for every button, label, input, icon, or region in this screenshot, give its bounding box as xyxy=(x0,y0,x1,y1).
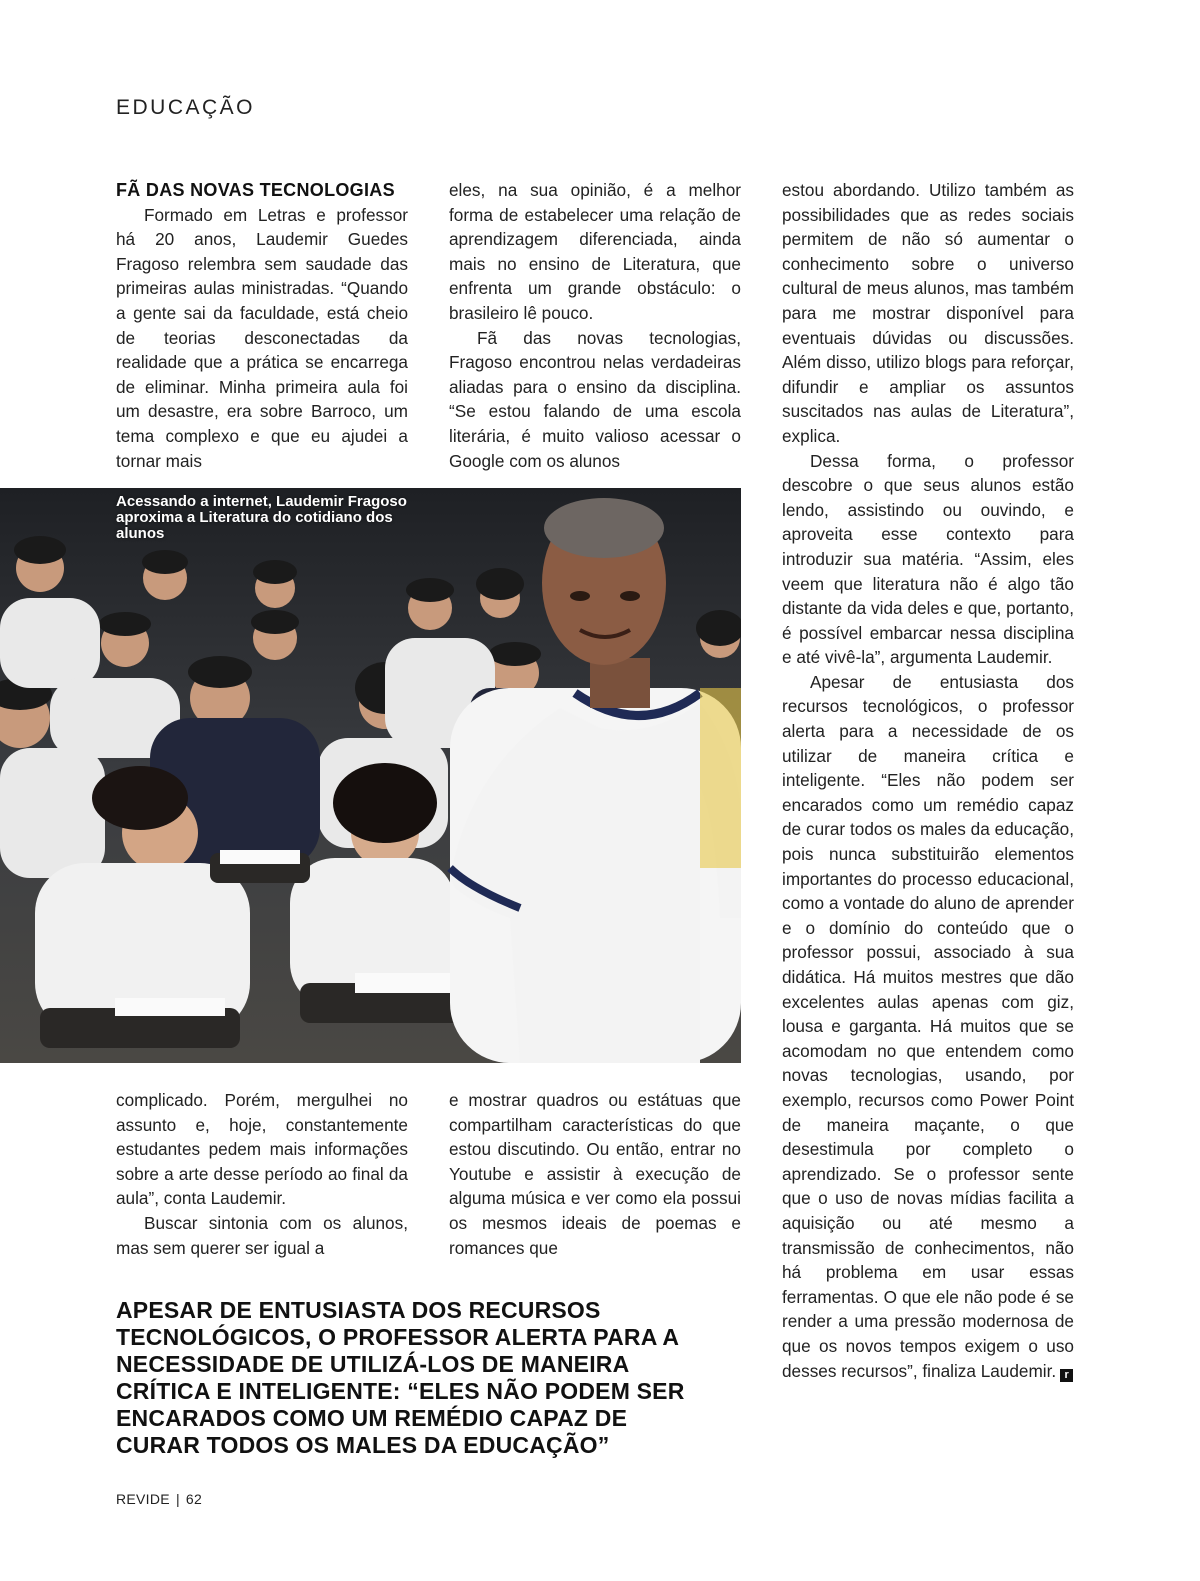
column-3 xyxy=(782,178,1074,1383)
paragraph: Formado em Letras e professor há 20 anos, Laudemir Guedes Fragoso relembra sem saudade das primeiras aulas ministradas. “Quando a gente sai da faculdade, está cheio de teorias desconectadas da realidade que a prática se encarrega de eliminar. Minha primeira aula foi um desastre, era sobre Barroco, um tema complexo e que eu ajudei a tornar mais xyxy=(116,204,408,471)
column-1-bottom xyxy=(116,1088,408,1260)
column-2-bottom xyxy=(449,1088,741,1260)
paragraph: Dessa forma, o professor descobre o que seus alunos estão lendo, assistindo ou ouvindo, e aproveita esse contexto para introduzir sua matéria. “Assim, eles veem que literatura não é algo tão distante da vida deles e que, portanto, é possível embarcar nessa disciplina e até vivê-la”, argumenta Laudemir. xyxy=(782,450,1074,668)
pull-quote: APESAR DE ENTUSIASTA DOS RECURSOS TECNOLÓGICOS, O PROFESSOR ALERTA PARA A NECESSIDADE DE UTILIZÁ-LOS DE MANEIRA CRÍTICA E INTELIGENTE: “ELES NÃO PODEM SER ENCARADOS COMO UM REMÉDIO CAPAZ DE CURAR TODOS OS MALES DA EDUCAÇÃO” xyxy=(116,1297,685,1458)
paragraph: Fã das novas tecnologias, Fragoso encontrou nelas verdadeiras aliadas para o ensino da disciplina. “Se estou falando de uma escola literária, é muito valioso acessar o Google com os alunos xyxy=(449,327,741,471)
section-label: EDUCAÇÃO xyxy=(116,96,256,119)
subheading: FÃ DAS NOVAS TECNOLOGIAS xyxy=(116,180,395,200)
end-of-article-mark: r xyxy=(1060,1369,1073,1382)
page-footer xyxy=(116,1491,202,1507)
paragraph: complicado. Porém, mergulhei no assunto e, hoje, constantemente estudantes pedem mais informações sobre a arte desse período ao final da aula”, conta Laudemir. xyxy=(116,1090,408,1209)
paragraph: e mostrar quadros ou estátuas que compartilham características do que estou discutindo. Ou então, entrar no Youtube e assistir à execução de alguma música e ver como ela possui os mesmos ideais de poemas e romances que xyxy=(449,1090,741,1258)
column-2-top xyxy=(449,178,741,473)
magazine-name: REVIDE xyxy=(116,1491,170,1507)
classroom-illustration xyxy=(0,488,741,1063)
column-1-top xyxy=(116,178,408,473)
paragraph: Buscar sintonia com os alunos, mas sem querer ser igual a xyxy=(116,1212,408,1258)
paragraph: eles, na sua opinião, é a melhor forma de estabelecer uma relação de aprendizagem diferenciada, ainda mais no ensino de Literatura, que enfrenta um grande obstáculo: o brasileiro lê pouco. xyxy=(449,180,741,323)
footer-separator: | xyxy=(175,1491,180,1507)
page-number: 62 xyxy=(185,1491,203,1507)
paragraph-text: Apesar de entusiasta dos recursos tecnológicos, o professor alerta para a necessidade de os utilizar de maneira crítica e inteligente. “Eles não podem ser encarados como um remédio capaz de curar todos os males da educação, pois nunca substituirão elementos importantes do processo educacional, como a vontade do aluno de aprender e o domínio do conteúdo que o professor possui, associado à sua didática. Há muitos mestres que dão excelentes aulas apenas com giz, lousa e garganta. Há muitos que se acomodam no que entendem como novas tecnologias, usando, por exemplo, recursos como Power Point de maneira maçante, o que desestimula por completo o aprendizado. Se o professor sente que o uso de novas mídias facilita a aquisição ou até mesmo a transmissão de conhecimentos, não há problema em usar essas ferramentas. O que ele não pode é se render a uma pressão modernosa de que os novos tempos exigem o uso desses recursos”, finaliza Laudemir. xyxy=(782,671,1074,1381)
paragraph: estou abordando. Utilizo também as possibilidades que as redes sociais permitem de não só aumentar o conhecimento sobre o universo cultural de meus alunos, mas também para me mostrar disponível para eventuais dúvidas ou discussões. Além disso, utilizo blogs para reforçar, difundir e ampliar os assuntos suscitados nas aulas de Literatura”, explica. xyxy=(782,180,1074,446)
photo-caption: Acessando a internet, Laudemir Fragoso aproxima a Literatura do cotidiano dos alunos xyxy=(116,493,407,542)
classroom-photo xyxy=(0,488,741,1063)
paragraph xyxy=(782,670,1074,1383)
